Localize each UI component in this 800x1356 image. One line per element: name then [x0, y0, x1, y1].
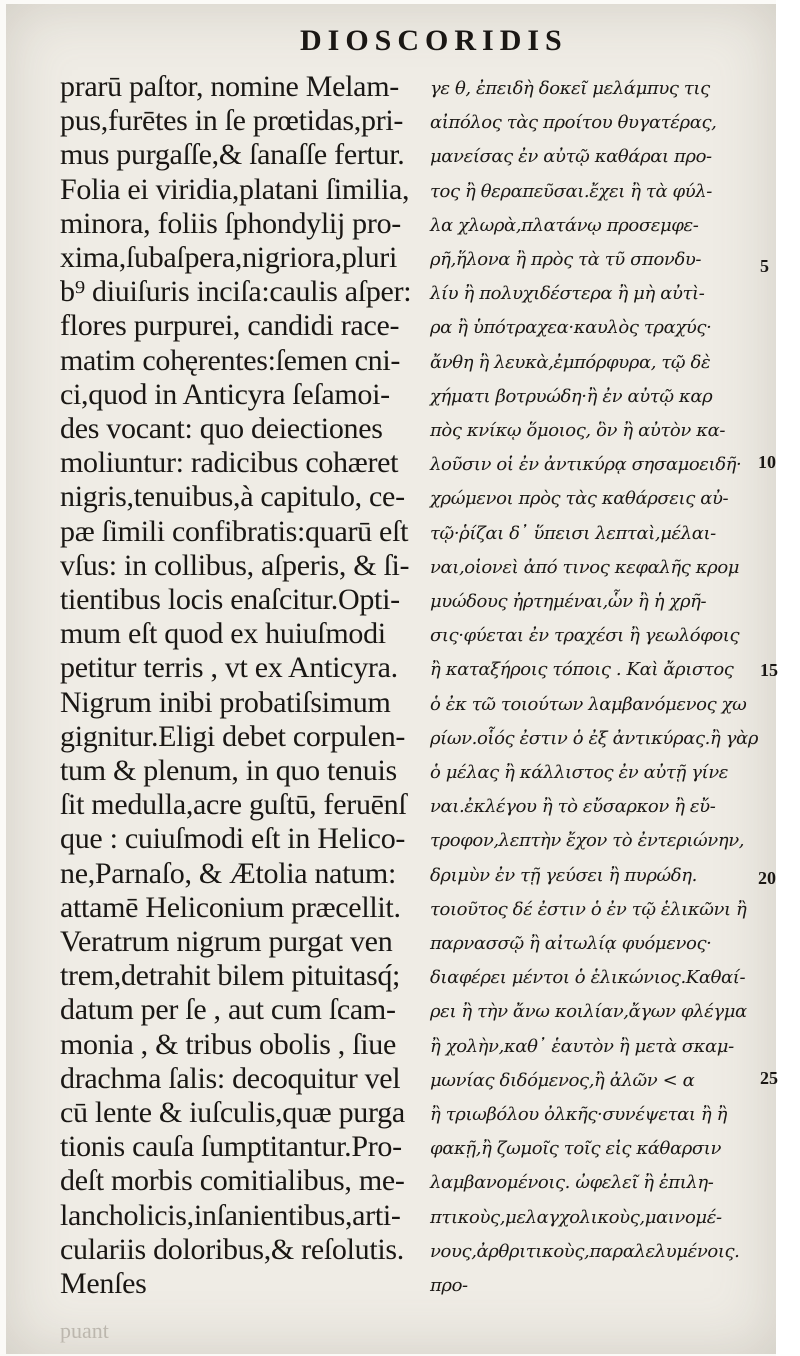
margin-line-number: 10: [758, 452, 776, 472]
text-line: flores purpurei, candidi race-: [60, 309, 400, 343]
text-line: trem,detrahit bilem pituitasq́;: [60, 959, 401, 993]
text-line: tum & plenum, in quo tenuis: [60, 754, 397, 787]
text-line: ναι,οἱονεὶ ἀπό τινος κεφαλῆς κρομ: [430, 556, 740, 578]
text-line: ρῆ,ἥλονα ἢ πρὸς τὰ τῦ σπονδυ-: [430, 249, 702, 270]
text-line: nigris,tenuibus,à capitulo, ce-: [60, 480, 405, 514]
text-line: μωνίας διδόμενος,ἢ ἀλῶν < α: [430, 1069, 695, 1091]
text-line: xima,ſubaſpera,nigriora,pluri: [60, 241, 398, 274]
text-line: ἢ καταξήροις τόποις . Καὶ ἄριστος: [430, 659, 734, 681]
text-line: culariis doloribus,& reſolutis.: [60, 1232, 404, 1266]
text-line: ἢ τριωβόλου ὀλκῆς·συνέψεται ἢ ἢ: [430, 1104, 727, 1125]
text-line: pus,furētes in ſe prœtidas,pri-: [60, 104, 404, 138]
text-line: ὁ ἐκ τῶ τοιούτων λαμβανόμενος χω: [430, 693, 747, 715]
text-line: λίυ ἢ πολυχιδέστερα ἢ μὴ αὐτὶ-: [430, 283, 705, 305]
margin-line-number: 20: [758, 868, 776, 888]
text-line: δριμὺν ἐν τῇ γεύσει ἢ πυρώδη.: [430, 864, 697, 886]
text-line: ſit medulla,acre guſtū, feruēnſ: [60, 788, 407, 822]
text-line: mum eſt quod ex huiuſmodi: [60, 617, 386, 651]
text-line: tientibus locis enaſcitur.Opti-: [60, 583, 400, 616]
text-line: Menſes: [60, 1267, 147, 1300]
text-line: ρίων.οἷός ἐστιν ὁ ἐξ ἀντικύρας.ἢ γὰρ: [430, 727, 758, 749]
text-line: ci,quod in Anticyra ſeſamoi-: [60, 377, 390, 411]
text-line: τοιοῦτος δέ ἐστιν ὁ ἐν τῷ ἑλικῶνι ἢ: [430, 898, 747, 920]
text-line: πὸς κνίκῳ ὅμοιος, ὃν ἢ αὐτὸν κα-: [430, 420, 726, 441]
text-line: ἄνθη ἢ λευκὰ,ἐμπόρφυρα, τῷ δὲ: [430, 351, 711, 373]
text-line: χρώμενοι πρὸς τὰς καθάρσεις αὐ-: [430, 488, 729, 510]
text-line: πτικοὺς,μελαγχολικοὺς,μαινομέ-: [430, 1206, 722, 1228]
margin-line-number: 25: [760, 1068, 778, 1088]
text-line: lancholicis,inſanientibus,arti-: [60, 1198, 401, 1232]
text-line: μυώδους ἠρτημέναι,ὧν ἢ ἡ χρῆ-: [430, 591, 707, 612]
margin-line-number: 5: [760, 256, 769, 276]
text-line: b⁹ diuiſuris inciſa:caulis aſper:: [60, 275, 412, 309]
text-line: μανείσας ἐν αὐτῷ καθάραι προ-: [430, 146, 712, 168]
text-line: Nigrum inibi probatiſsimum: [60, 685, 391, 719]
text-line: des vocant: quo deiectiones: [60, 412, 383, 445]
text-line: monia , & tribus obolis , ſiue: [60, 1027, 396, 1061]
text-line: προ-: [430, 1275, 468, 1296]
text-line: petitur terris , vt ex Anticyra.: [60, 651, 398, 685]
text-line: Folia ei viridia,platani ſimilia,: [60, 172, 410, 206]
margin-line-number: 15: [760, 660, 778, 680]
text-line: moliuntur: radicibus cohæret: [60, 446, 399, 480]
text-line: tionis cauſa ſumptitantur.Pro-: [60, 1130, 402, 1164]
text-line: pæ ſimili confibratis:quarū eſt: [60, 514, 409, 548]
text-line: ναι.ἐκλέγου ἢ τὸ εὔσαρκον ἢ εὔ-: [430, 796, 716, 818]
text-line: cū lente & iuſculis,quæ purga: [60, 1096, 405, 1129]
text-line: prarū paſtor, nomine Melam-: [60, 70, 399, 103]
text-line: ἢ χολὴν,καθ᾽ ἑαυτὸν ἢ μετὰ σκαμ-: [430, 1035, 734, 1057]
text-line: λα χλωρὰ,πλατάνῳ προσεμφε-: [430, 214, 699, 236]
text-line: διαφέρει μέντοι ὁ ἑλικώνιος.Καθαί-: [430, 967, 746, 989]
text-line: mus purgaſſe,& ſanaſſe fertur.: [60, 138, 405, 172]
bleed-through-text: puant: [60, 1318, 109, 1343]
text-line: ne,Parnaſo, & Ætolia natum:: [60, 856, 397, 890]
text-line: σις·φύεται ἐν τραχέσι ἢ γεωλόφοις: [430, 625, 740, 647]
text-line: τροφον,λεπτὴν ἔχον τὸ ἐντεριώνην,: [430, 830, 745, 852]
text-line: χήματι βοτρυώδη·ἢ ἐν αὐτῷ καρ: [430, 385, 713, 407]
page-edge: [776, 0, 800, 1356]
text-line: attamē Heliconium præcellit.: [60, 890, 401, 924]
text-line: ρα ἢ ὑπότραχεα·καυλὸς τραχύς·: [430, 317, 712, 339]
text-line: ὁ μέλας ἢ κάλλιστος ἐν αὐτῇ γίνε: [430, 762, 729, 783]
text-line: φακῇ,ἢ ζωμοῖς τοῖς εἰς κάθαρσιν: [430, 1138, 721, 1160]
text-line: gignitur.Eligi debet corpulen-: [60, 719, 406, 753]
text-line: ρει ἢ τὴν ἄνω κοιλίαν,ἄγων φλέγμα: [430, 1001, 747, 1023]
text-line: λοῦσιν οἱ ἐν ἀντικύρᾳ σησαμοειδῆ·: [430, 454, 742, 476]
text-line: αἰπόλος τὰς προίτου θυγατέρας,: [430, 112, 717, 134]
text-line: matim cohęrentes:ſemen cni-: [60, 343, 401, 377]
text-line: datum per ſe , aut cum ſcam-: [60, 993, 396, 1027]
text-line: drachma ſalis: decoquitur vel: [60, 1061, 401, 1095]
text-line: que : cuiuſmodi eſt in Helico-: [60, 822, 406, 856]
text-line: νους,ἀρθριτικοὺς,παραλελυμένοις.: [430, 1240, 740, 1262]
text-line: τῷ·ῥίζαι δ᾽ ὕπεισι λεπταὶ,μέλαι-: [430, 522, 716, 544]
text-line: deſt morbis comitialibus, me-: [60, 1164, 405, 1198]
text-line: παρνασσῷ ἢ αἰτωλίᾳ φυόμενος·: [430, 933, 712, 954]
text-line: vſus: in collibus, aſperis, & ſi-: [60, 548, 410, 582]
text-line: minora, foliis ſphondylij pro-: [60, 206, 401, 240]
text-line: γε θ, ἐπειδὴ δοκεῖ μελάμπυς τις: [430, 78, 710, 99]
text-line: λαμβανομένοις. ὠφελεῖ ἢ ἐπιλη-: [430, 1172, 714, 1194]
text-line: Veratrum nigrum purgat ven: [60, 925, 393, 958]
text-line: τος ἢ θεραπεῦσαι.ἔχει ἢ τὰ φύλ-: [430, 180, 712, 202]
running-header: DIOSCORIDIS: [300, 24, 568, 57]
